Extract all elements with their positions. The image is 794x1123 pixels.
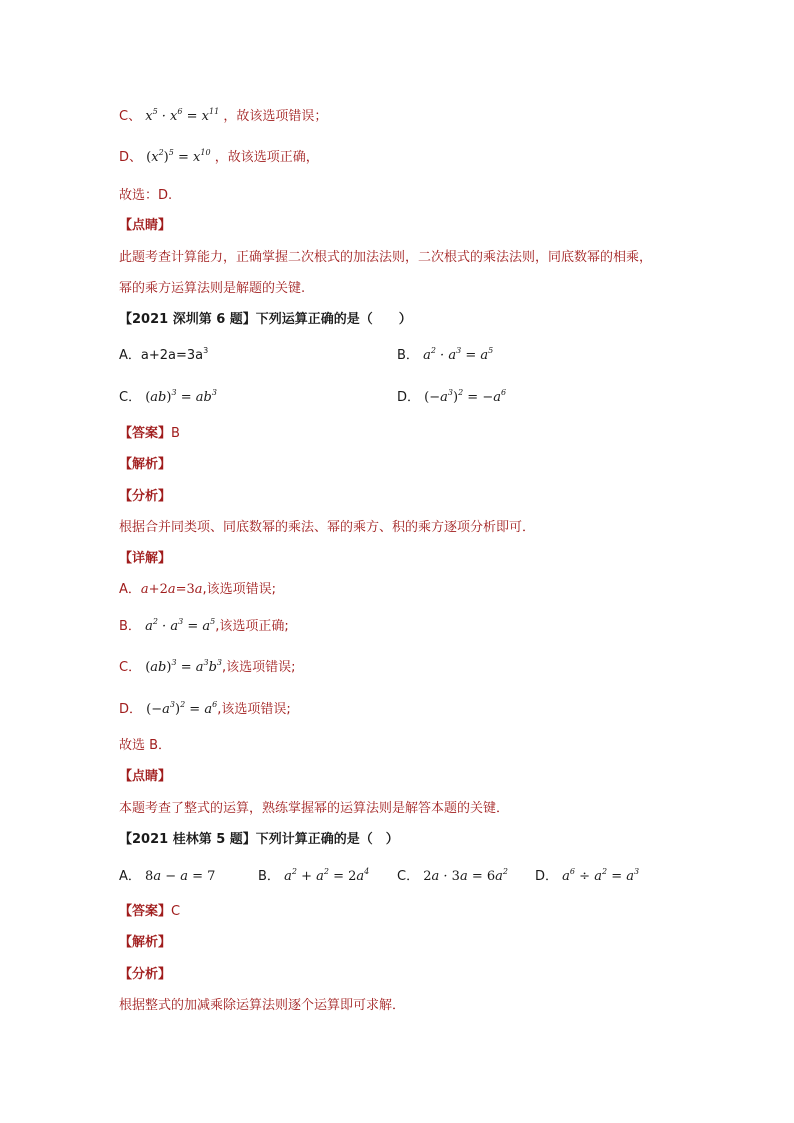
- option-label: C．: [397, 869, 420, 884]
- q2-option-a: [119, 867, 215, 887]
- q1-option-a: A．$a+2a=3a^3$: [119, 346, 209, 363]
- detail-c: [119, 658, 296, 678]
- q2-answer: [119, 902, 180, 922]
- jiexi-header-2: 【解析】: [119, 935, 172, 950]
- formula: $(-a^3)^2 = a^6$: [146, 700, 218, 717]
- q2-option-d: [535, 867, 639, 887]
- option-text: ，故该选项错误；: [223, 109, 328, 124]
- fenxi-text-2: 根据整式的加减乘除运算法则逐个运算即可求解．: [119, 998, 406, 1013]
- q1-choice: 故选 B．: [119, 738, 172, 753]
- option-label: C．: [119, 390, 142, 405]
- question-title: 【2021 深圳第 6 题】下列运算正确的是（ ）: [119, 312, 412, 327]
- option-label: B．: [119, 619, 141, 634]
- dianjing-header: 【点睛】: [119, 218, 172, 233]
- formula: 8a − a = 7: [145, 869, 216, 884]
- option-label: C、: [119, 109, 142, 124]
- option-label: A．: [119, 869, 141, 884]
- option-text: ，故该选项正确，: [214, 150, 319, 165]
- q1-option-b: [397, 346, 493, 366]
- xiangjie-header: 【详解】: [119, 551, 172, 566]
- formula: $a^2 \cdot a^3 = a^5$: [145, 617, 216, 634]
- option-label: D．: [119, 702, 143, 717]
- q2-option-b: [258, 867, 369, 887]
- answer-value: C: [171, 904, 181, 919]
- formula: $(-a^3)^2 = -a^6$: [424, 388, 507, 405]
- fenxi-header: 【分析】: [119, 489, 172, 504]
- detail-b: [119, 617, 289, 637]
- option-text: ,该选项错误;: [217, 702, 291, 717]
- option-label: C．: [119, 660, 142, 675]
- q1-option-d: [397, 388, 506, 408]
- answer-value: B: [171, 426, 180, 441]
- formula: $a^2 + a^2 = 2a^4$: [284, 867, 370, 884]
- formula: a+2a=3a: [140, 582, 203, 597]
- detail-a: [119, 580, 276, 600]
- option-d-line: [119, 148, 319, 168]
- formula: $a^2 \cdot a^3 = a^5$: [423, 346, 494, 363]
- formula: $x^5 \cdot x^6 = x^{11}$: [145, 107, 220, 124]
- answer-label: 【答案】: [119, 904, 172, 919]
- option-label: D．: [535, 869, 559, 884]
- dianjing-text: 本题考查了整式的运算，熟练掌握幂的运算法则是解答本题的关键．: [119, 801, 510, 816]
- formula: $a^6 \div a^2 = a^3$: [562, 867, 640, 884]
- fenxi-text: 根据合并同类项、同底数幂的乘法、幂的乘方、积的乘方逐项分析即可．: [119, 520, 536, 535]
- answer-line: 故选：D.: [119, 188, 173, 203]
- summary-line-2: 幂的乘方运算法则是解题的关键.: [119, 281, 306, 296]
- formula: $(ab)^3 = ab^3$: [145, 388, 217, 405]
- option-text: a+2a=3a: [140, 348, 204, 363]
- option-c-line: [119, 107, 327, 127]
- option-label: B．: [397, 348, 419, 363]
- answer-label: 【答案】: [119, 426, 172, 441]
- dianjing-header-2: 【点睛】: [119, 769, 172, 784]
- option-text: ,该选项正确;: [215, 619, 289, 634]
- option-label: A．: [119, 582, 141, 597]
- option-text: ,该选项错误;: [202, 582, 277, 597]
- question-title-2: 【2021 桂林第 5 题】下列计算正确的是（ ）: [119, 832, 399, 847]
- q1-answer: [119, 424, 180, 444]
- option-label: A．: [119, 348, 141, 363]
- option-label: D．: [397, 390, 421, 405]
- formula: $2a \cdot 3a = 6a^2$: [423, 867, 508, 884]
- option-label: B．: [258, 869, 280, 884]
- option-label: D、: [119, 150, 143, 165]
- jiexi-header: 【解析】: [119, 457, 172, 472]
- summary-line-1: 此题考查计算能力，正确掌握二次根式的加法法则，二次根式的乘法法则，同底数幂的相乘，: [119, 250, 653, 265]
- option-text: ,该选项错误;: [222, 660, 296, 675]
- formula: $(x^2)^5 = x^{10}$: [146, 148, 211, 165]
- detail-d: [119, 700, 291, 720]
- q2-option-c: [397, 867, 508, 887]
- formula: $(ab)^3 = a^3b^3$: [145, 658, 222, 675]
- fenxi-header-2: 【分析】: [119, 967, 172, 982]
- q1-option-c: [119, 388, 217, 408]
